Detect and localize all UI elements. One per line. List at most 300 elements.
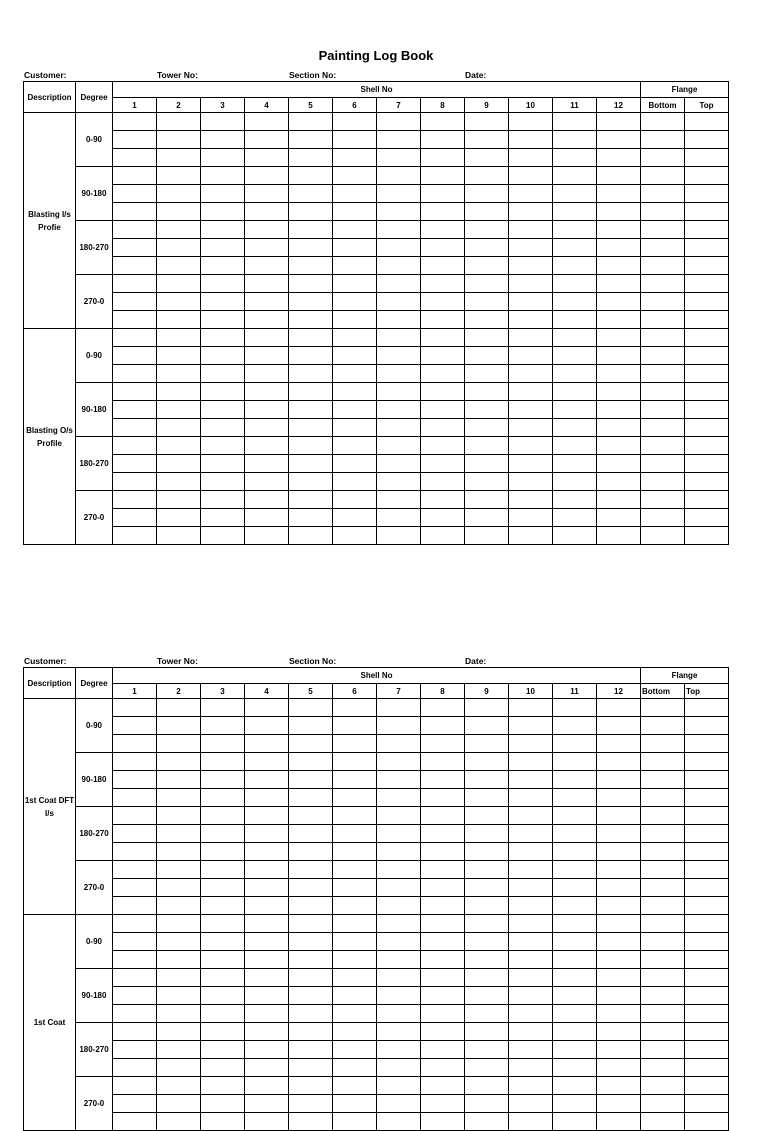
entry-cell[interactable] <box>553 437 597 455</box>
entry-cell[interactable] <box>421 293 465 311</box>
entry-cell[interactable] <box>509 473 553 491</box>
entry-cell[interactable] <box>421 753 465 771</box>
entry-cell[interactable] <box>597 1023 641 1041</box>
entry-cell[interactable] <box>289 1077 333 1095</box>
entry-cell[interactable] <box>641 203 685 221</box>
entry-cell[interactable] <box>465 131 509 149</box>
entry-cell[interactable] <box>245 1077 289 1095</box>
entry-cell[interactable] <box>113 807 157 825</box>
entry-cell[interactable] <box>641 437 685 455</box>
entry-cell[interactable] <box>421 1005 465 1023</box>
entry-cell[interactable] <box>597 807 641 825</box>
entry-cell[interactable] <box>641 275 685 293</box>
entry-cell[interactable] <box>157 221 201 239</box>
entry-cell[interactable] <box>465 473 509 491</box>
entry-cell[interactable] <box>113 825 157 843</box>
entry-cell[interactable] <box>685 221 729 239</box>
entry-cell[interactable] <box>685 149 729 167</box>
entry-cell[interactable] <box>509 293 553 311</box>
entry-cell[interactable] <box>597 347 641 365</box>
entry-cell[interactable] <box>421 455 465 473</box>
entry-cell[interactable] <box>201 843 245 861</box>
entry-cell[interactable] <box>289 419 333 437</box>
entry-cell[interactable] <box>685 843 729 861</box>
entry-cell[interactable] <box>113 987 157 1005</box>
entry-cell[interactable] <box>113 113 157 131</box>
entry-cell[interactable] <box>245 933 289 951</box>
entry-cell[interactable] <box>289 185 333 203</box>
entry-cell[interactable] <box>509 879 553 897</box>
entry-cell[interactable] <box>597 185 641 203</box>
entry-cell[interactable] <box>245 1041 289 1059</box>
entry-cell[interactable] <box>377 491 421 509</box>
entry-cell[interactable] <box>465 293 509 311</box>
entry-cell[interactable] <box>597 131 641 149</box>
entry-cell[interactable] <box>333 753 377 771</box>
entry-cell[interactable] <box>333 987 377 1005</box>
entry-cell[interactable] <box>465 383 509 401</box>
entry-cell[interactable] <box>245 879 289 897</box>
entry-cell[interactable] <box>421 275 465 293</box>
entry-cell[interactable] <box>553 753 597 771</box>
entry-cell[interactable] <box>509 1005 553 1023</box>
entry-cell[interactable] <box>157 951 201 969</box>
entry-cell[interactable] <box>597 897 641 915</box>
entry-cell[interactable] <box>157 969 201 987</box>
entry-cell[interactable] <box>245 275 289 293</box>
entry-cell[interactable] <box>201 951 245 969</box>
entry-cell[interactable] <box>553 1023 597 1041</box>
entry-cell[interactable] <box>245 365 289 383</box>
entry-cell[interactable] <box>289 1005 333 1023</box>
entry-cell[interactable] <box>421 807 465 825</box>
entry-cell[interactable] <box>113 455 157 473</box>
entry-cell[interactable] <box>377 771 421 789</box>
entry-cell[interactable] <box>289 915 333 933</box>
entry-cell[interactable] <box>421 311 465 329</box>
entry-cell[interactable] <box>377 1095 421 1113</box>
entry-cell[interactable] <box>245 311 289 329</box>
entry-cell[interactable] <box>289 437 333 455</box>
entry-cell[interactable] <box>597 753 641 771</box>
entry-cell[interactable] <box>201 437 245 455</box>
entry-cell[interactable] <box>157 861 201 879</box>
entry-cell[interactable] <box>113 915 157 933</box>
entry-cell[interactable] <box>641 347 685 365</box>
entry-cell[interactable] <box>421 951 465 969</box>
entry-cell[interactable] <box>641 185 685 203</box>
entry-cell[interactable] <box>201 329 245 347</box>
entry-cell[interactable] <box>553 419 597 437</box>
entry-cell[interactable] <box>685 699 729 717</box>
entry-cell[interactable] <box>465 203 509 221</box>
entry-cell[interactable] <box>289 527 333 545</box>
entry-cell[interactable] <box>641 113 685 131</box>
entry-cell[interactable] <box>333 1095 377 1113</box>
entry-cell[interactable] <box>333 699 377 717</box>
entry-cell[interactable] <box>289 717 333 735</box>
entry-cell[interactable] <box>597 771 641 789</box>
entry-cell[interactable] <box>509 771 553 789</box>
entry-cell[interactable] <box>597 167 641 185</box>
entry-cell[interactable] <box>289 311 333 329</box>
entry-cell[interactable] <box>289 221 333 239</box>
entry-cell[interactable] <box>245 293 289 311</box>
entry-cell[interactable] <box>509 167 553 185</box>
entry-cell[interactable] <box>465 257 509 275</box>
entry-cell[interactable] <box>201 1059 245 1077</box>
entry-cell[interactable] <box>245 257 289 275</box>
entry-cell[interactable] <box>157 753 201 771</box>
entry-cell[interactable] <box>377 987 421 1005</box>
entry-cell[interactable] <box>597 1113 641 1131</box>
entry-cell[interactable] <box>113 771 157 789</box>
entry-cell[interactable] <box>157 987 201 1005</box>
entry-cell[interactable] <box>685 329 729 347</box>
entry-cell[interactable] <box>465 1113 509 1131</box>
entry-cell[interactable] <box>289 455 333 473</box>
entry-cell[interactable] <box>157 915 201 933</box>
entry-cell[interactable] <box>553 257 597 275</box>
entry-cell[interactable] <box>333 131 377 149</box>
entry-cell[interactable] <box>553 969 597 987</box>
entry-cell[interactable] <box>157 771 201 789</box>
entry-cell[interactable] <box>201 735 245 753</box>
entry-cell[interactable] <box>421 203 465 221</box>
entry-cell[interactable] <box>113 969 157 987</box>
entry-cell[interactable] <box>113 879 157 897</box>
entry-cell[interactable] <box>113 1113 157 1131</box>
entry-cell[interactable] <box>157 1005 201 1023</box>
entry-cell[interactable] <box>465 879 509 897</box>
entry-cell[interactable] <box>333 969 377 987</box>
entry-cell[interactable] <box>465 699 509 717</box>
entry-cell[interactable] <box>113 347 157 365</box>
entry-cell[interactable] <box>421 221 465 239</box>
entry-cell[interactable] <box>465 437 509 455</box>
entry-cell[interactable] <box>597 239 641 257</box>
entry-cell[interactable] <box>641 167 685 185</box>
entry-cell[interactable] <box>157 699 201 717</box>
entry-cell[interactable] <box>465 365 509 383</box>
entry-cell[interactable] <box>509 717 553 735</box>
entry-cell[interactable] <box>377 329 421 347</box>
entry-cell[interactable] <box>553 113 597 131</box>
entry-cell[interactable] <box>113 275 157 293</box>
entry-cell[interactable] <box>245 329 289 347</box>
entry-cell[interactable] <box>333 401 377 419</box>
entry-cell[interactable] <box>113 401 157 419</box>
entry-cell[interactable] <box>333 491 377 509</box>
entry-cell[interactable] <box>377 825 421 843</box>
entry-cell[interactable] <box>245 383 289 401</box>
entry-cell[interactable] <box>157 347 201 365</box>
entry-cell[interactable] <box>421 419 465 437</box>
entry-cell[interactable] <box>553 771 597 789</box>
entry-cell[interactable] <box>201 933 245 951</box>
entry-cell[interactable] <box>641 149 685 167</box>
entry-cell[interactable] <box>641 717 685 735</box>
entry-cell[interactable] <box>465 527 509 545</box>
entry-cell[interactable] <box>597 455 641 473</box>
entry-cell[interactable] <box>421 149 465 167</box>
entry-cell[interactable] <box>597 951 641 969</box>
entry-cell[interactable] <box>289 347 333 365</box>
entry-cell[interactable] <box>553 131 597 149</box>
entry-cell[interactable] <box>465 455 509 473</box>
entry-cell[interactable] <box>113 329 157 347</box>
entry-cell[interactable] <box>113 365 157 383</box>
entry-cell[interactable] <box>157 185 201 203</box>
entry-cell[interactable] <box>465 149 509 167</box>
entry-cell[interactable] <box>289 825 333 843</box>
entry-cell[interactable] <box>553 401 597 419</box>
entry-cell[interactable] <box>113 735 157 753</box>
entry-cell[interactable] <box>685 969 729 987</box>
entry-cell[interactable] <box>465 843 509 861</box>
entry-cell[interactable] <box>289 1059 333 1077</box>
entry-cell[interactable] <box>245 969 289 987</box>
entry-cell[interactable] <box>289 771 333 789</box>
entry-cell[interactable] <box>157 383 201 401</box>
entry-cell[interactable] <box>685 527 729 545</box>
entry-cell[interactable] <box>509 699 553 717</box>
entry-cell[interactable] <box>509 825 553 843</box>
entry-cell[interactable] <box>113 933 157 951</box>
entry-cell[interactable] <box>509 491 553 509</box>
entry-cell[interactable] <box>421 915 465 933</box>
entry-cell[interactable] <box>157 509 201 527</box>
entry-cell[interactable] <box>597 987 641 1005</box>
entry-cell[interactable] <box>333 825 377 843</box>
entry-cell[interactable] <box>641 257 685 275</box>
entry-cell[interactable] <box>333 861 377 879</box>
entry-cell[interactable] <box>201 879 245 897</box>
entry-cell[interactable] <box>641 1005 685 1023</box>
entry-cell[interactable] <box>553 843 597 861</box>
entry-cell[interactable] <box>201 527 245 545</box>
entry-cell[interactable] <box>685 897 729 915</box>
entry-cell[interactable] <box>377 455 421 473</box>
entry-cell[interactable] <box>113 239 157 257</box>
entry-cell[interactable] <box>157 897 201 915</box>
entry-cell[interactable] <box>421 969 465 987</box>
entry-cell[interactable] <box>509 861 553 879</box>
entry-cell[interactable] <box>201 365 245 383</box>
entry-cell[interactable] <box>553 825 597 843</box>
entry-cell[interactable] <box>201 293 245 311</box>
entry-cell[interactable] <box>641 239 685 257</box>
entry-cell[interactable] <box>421 1041 465 1059</box>
entry-cell[interactable] <box>597 509 641 527</box>
entry-cell[interactable] <box>157 293 201 311</box>
entry-cell[interactable] <box>113 861 157 879</box>
entry-cell[interactable] <box>157 1095 201 1113</box>
entry-cell[interactable] <box>333 275 377 293</box>
entry-cell[interactable] <box>289 275 333 293</box>
entry-cell[interactable] <box>641 221 685 239</box>
entry-cell[interactable] <box>333 419 377 437</box>
entry-cell[interactable] <box>245 131 289 149</box>
entry-cell[interactable] <box>333 879 377 897</box>
entry-cell[interactable] <box>113 951 157 969</box>
entry-cell[interactable] <box>421 789 465 807</box>
entry-cell[interactable] <box>377 149 421 167</box>
entry-cell[interactable] <box>597 221 641 239</box>
entry-cell[interactable] <box>685 365 729 383</box>
entry-cell[interactable] <box>289 383 333 401</box>
entry-cell[interactable] <box>113 167 157 185</box>
entry-cell[interactable] <box>289 1041 333 1059</box>
entry-cell[interactable] <box>421 167 465 185</box>
entry-cell[interactable] <box>597 329 641 347</box>
entry-cell[interactable] <box>245 527 289 545</box>
entry-cell[interactable] <box>421 365 465 383</box>
entry-cell[interactable] <box>377 257 421 275</box>
entry-cell[interactable] <box>641 807 685 825</box>
entry-cell[interactable] <box>113 527 157 545</box>
entry-cell[interactable] <box>465 1041 509 1059</box>
entry-cell[interactable] <box>641 293 685 311</box>
entry-cell[interactable] <box>201 1077 245 1095</box>
entry-cell[interactable] <box>113 221 157 239</box>
entry-cell[interactable] <box>157 807 201 825</box>
entry-cell[interactable] <box>641 1023 685 1041</box>
entry-cell[interactable] <box>597 383 641 401</box>
entry-cell[interactable] <box>509 257 553 275</box>
entry-cell[interactable] <box>685 203 729 221</box>
entry-cell[interactable] <box>641 1059 685 1077</box>
entry-cell[interactable] <box>289 329 333 347</box>
entry-cell[interactable] <box>641 933 685 951</box>
entry-cell[interactable] <box>465 807 509 825</box>
entry-cell[interactable] <box>157 419 201 437</box>
entry-cell[interactable] <box>157 239 201 257</box>
entry-cell[interactable] <box>377 699 421 717</box>
entry-cell[interactable] <box>333 239 377 257</box>
entry-cell[interactable] <box>509 365 553 383</box>
entry-cell[interactable] <box>201 825 245 843</box>
entry-cell[interactable] <box>553 915 597 933</box>
entry-cell[interactable] <box>201 455 245 473</box>
entry-cell[interactable] <box>289 131 333 149</box>
entry-cell[interactable] <box>289 735 333 753</box>
entry-cell[interactable] <box>465 1005 509 1023</box>
entry-cell[interactable] <box>245 897 289 915</box>
entry-cell[interactable] <box>509 347 553 365</box>
entry-cell[interactable] <box>333 771 377 789</box>
entry-cell[interactable] <box>685 771 729 789</box>
entry-cell[interactable] <box>641 473 685 491</box>
entry-cell[interactable] <box>685 275 729 293</box>
entry-cell[interactable] <box>157 311 201 329</box>
entry-cell[interactable] <box>597 203 641 221</box>
entry-cell[interactable] <box>597 1059 641 1077</box>
entry-cell[interactable] <box>685 987 729 1005</box>
entry-cell[interactable] <box>245 771 289 789</box>
entry-cell[interactable] <box>245 347 289 365</box>
entry-cell[interactable] <box>113 491 157 509</box>
entry-cell[interactable] <box>245 1113 289 1131</box>
entry-cell[interactable] <box>553 699 597 717</box>
entry-cell[interactable] <box>201 969 245 987</box>
entry-cell[interactable] <box>201 509 245 527</box>
entry-cell[interactable] <box>333 473 377 491</box>
entry-cell[interactable] <box>685 951 729 969</box>
entry-cell[interactable] <box>245 113 289 131</box>
entry-cell[interactable] <box>509 437 553 455</box>
entry-cell[interactable] <box>465 329 509 347</box>
entry-cell[interactable] <box>509 1077 553 1095</box>
entry-cell[interactable] <box>421 825 465 843</box>
entry-cell[interactable] <box>685 1077 729 1095</box>
entry-cell[interactable] <box>597 473 641 491</box>
entry-cell[interactable] <box>289 1023 333 1041</box>
entry-cell[interactable] <box>289 699 333 717</box>
entry-cell[interactable] <box>685 915 729 933</box>
entry-cell[interactable] <box>509 951 553 969</box>
entry-cell[interactable] <box>597 735 641 753</box>
entry-cell[interactable] <box>509 735 553 753</box>
entry-cell[interactable] <box>377 401 421 419</box>
entry-cell[interactable] <box>421 987 465 1005</box>
entry-cell[interactable] <box>509 1059 553 1077</box>
entry-cell[interactable] <box>509 933 553 951</box>
entry-cell[interactable] <box>333 185 377 203</box>
entry-cell[interactable] <box>465 419 509 437</box>
entry-cell[interactable] <box>553 167 597 185</box>
entry-cell[interactable] <box>465 311 509 329</box>
entry-cell[interactable] <box>685 401 729 419</box>
entry-cell[interactable] <box>377 473 421 491</box>
entry-cell[interactable] <box>641 383 685 401</box>
entry-cell[interactable] <box>421 347 465 365</box>
entry-cell[interactable] <box>465 1059 509 1077</box>
entry-cell[interactable] <box>201 185 245 203</box>
entry-cell[interactable] <box>421 509 465 527</box>
entry-cell[interactable] <box>465 969 509 987</box>
entry-cell[interactable] <box>201 275 245 293</box>
entry-cell[interactable] <box>685 1005 729 1023</box>
entry-cell[interactable] <box>113 843 157 861</box>
entry-cell[interactable] <box>245 239 289 257</box>
entry-cell[interactable] <box>201 383 245 401</box>
entry-cell[interactable] <box>201 347 245 365</box>
entry-cell[interactable] <box>201 771 245 789</box>
entry-cell[interactable] <box>685 789 729 807</box>
entry-cell[interactable] <box>685 185 729 203</box>
entry-cell[interactable] <box>685 293 729 311</box>
entry-cell[interactable] <box>245 951 289 969</box>
entry-cell[interactable] <box>289 293 333 311</box>
entry-cell[interactable] <box>553 1077 597 1095</box>
entry-cell[interactable] <box>553 221 597 239</box>
entry-cell[interactable] <box>465 239 509 257</box>
entry-cell[interactable] <box>509 131 553 149</box>
entry-cell[interactable] <box>509 455 553 473</box>
entry-cell[interactable] <box>509 203 553 221</box>
entry-cell[interactable] <box>509 969 553 987</box>
entry-cell[interactable] <box>685 1041 729 1059</box>
entry-cell[interactable] <box>641 131 685 149</box>
entry-cell[interactable] <box>245 1095 289 1113</box>
entry-cell[interactable] <box>597 933 641 951</box>
entry-cell[interactable] <box>509 419 553 437</box>
entry-cell[interactable] <box>377 437 421 455</box>
entry-cell[interactable] <box>685 239 729 257</box>
entry-cell[interactable] <box>245 1005 289 1023</box>
entry-cell[interactable] <box>245 789 289 807</box>
